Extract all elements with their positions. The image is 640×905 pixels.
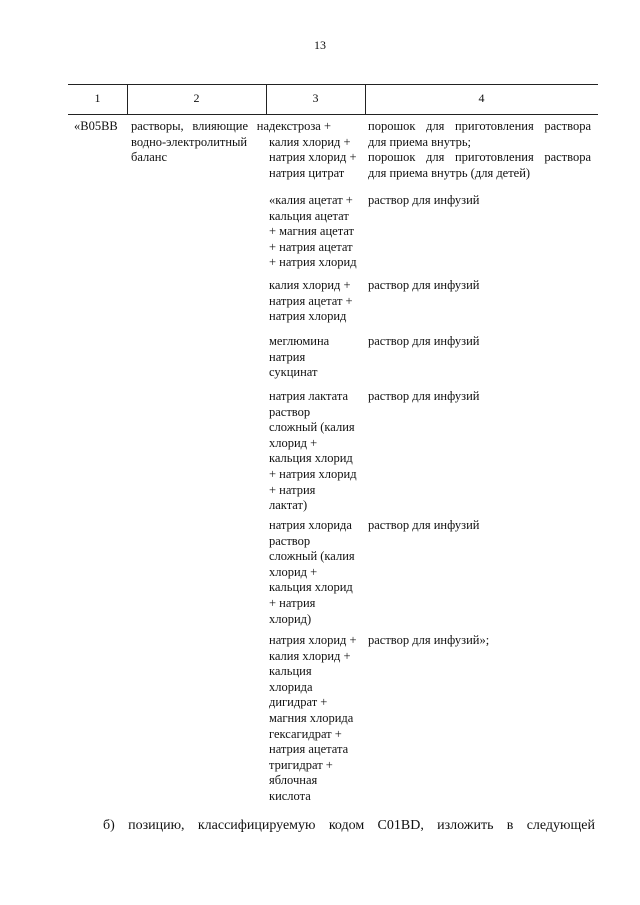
column-header-4: 4 xyxy=(478,91,485,105)
form-line: раствор для инфузий xyxy=(368,518,480,532)
table-header-border xyxy=(68,114,598,115)
column-header-1: 1 xyxy=(94,91,101,105)
substance-line: натрия хлорида xyxy=(269,518,352,532)
substance-line: + натрия хлорид xyxy=(269,255,357,270)
atc-code: «B05BB xyxy=(74,119,118,133)
description-line: баланс xyxy=(131,150,168,165)
substance-line: кислота xyxy=(269,788,311,803)
dosage-form-cell xyxy=(368,389,591,405)
table-top-border xyxy=(68,84,598,85)
substance-cell xyxy=(269,389,367,514)
dosage-form-cell xyxy=(368,193,591,209)
dosage-form-cell xyxy=(368,334,591,350)
substance-line: кальция ацетат xyxy=(269,208,349,223)
substance-line: + натрия ацетат xyxy=(269,239,353,254)
substance-line: дигидрат + xyxy=(269,695,328,710)
substance-line: хлорид + xyxy=(269,564,318,579)
substance-cell xyxy=(269,633,367,805)
column-header-2: 2 xyxy=(193,91,200,105)
form-line: раствор для инфузий xyxy=(368,334,480,348)
description-line: растворы, влияющие на xyxy=(131,119,269,133)
substance-cell xyxy=(269,278,367,325)
form-line: для приема внутрь; xyxy=(368,134,472,149)
page-number: 13 xyxy=(314,38,326,52)
substance-line: гексагидрат + xyxy=(269,726,342,741)
description-line: водно-электролитный xyxy=(131,134,248,149)
form-line: для приема внутрь (для детей) xyxy=(368,165,531,180)
substance-line: калия хлорид + xyxy=(269,134,351,149)
substance-line: натрия ацетата xyxy=(269,742,349,757)
substance-line: магния хлорида xyxy=(269,710,354,725)
substance-line: тригидрат + xyxy=(269,757,333,772)
substance-line: сложный (калия xyxy=(269,549,355,564)
substance-line: хлорид) xyxy=(269,611,312,626)
substance-line: кальция xyxy=(269,664,312,679)
form-line: раствор для инфузий xyxy=(368,193,480,207)
substance-cell xyxy=(269,119,367,181)
group-description xyxy=(131,119,269,166)
substance-line: раствор xyxy=(269,533,311,548)
substance-line: сукцинат xyxy=(269,365,318,380)
substance-line: натрия хлорид + xyxy=(269,150,357,165)
substance-line: калия хлорид + xyxy=(269,648,351,663)
form-line: порошок для приготовления раствора xyxy=(368,119,591,133)
substance-line: калия хлорид + xyxy=(269,278,351,292)
column-header-3: 3 xyxy=(312,91,319,105)
substance-line: лактат) xyxy=(269,498,308,513)
substance-cell xyxy=(269,518,367,627)
form-line: раствор для инфузий xyxy=(368,389,480,403)
substance-line: яблочная xyxy=(269,773,318,788)
substance-cell xyxy=(269,334,367,381)
substance-line: + магния ацетат xyxy=(269,224,355,239)
substance-line: натрия ацетат + xyxy=(269,293,353,308)
substance-cell xyxy=(269,193,367,271)
substance-line: кальция хлорид xyxy=(269,451,353,466)
substance-line: натрия xyxy=(269,349,306,364)
dosage-form-cell xyxy=(368,278,591,294)
substance-line: хлорид + xyxy=(269,435,318,450)
substance-line: декстроза + xyxy=(269,119,331,133)
form-line: раствор для инфузий xyxy=(368,278,480,292)
substance-line: натрия лактата xyxy=(269,389,349,403)
dosage-form-cell xyxy=(368,119,591,181)
dosage-form-cell xyxy=(368,633,591,649)
substance-line: сложный (калия xyxy=(269,420,355,435)
substance-line: + натрия xyxy=(269,482,316,497)
substance-line: кальция хлорид xyxy=(269,580,353,595)
form-line: раствор для инфузий»; xyxy=(368,633,490,647)
substance-line: натрия хлорид + xyxy=(269,633,357,647)
substance-line: + натрия хлорид xyxy=(269,466,357,481)
substance-line: хлорида xyxy=(269,679,313,694)
substance-line: раствор xyxy=(269,404,311,419)
substance-line: + натрия xyxy=(269,595,316,610)
amendment-paragraph-b: б) позицию, классифицируемую кодом C01BD, изложить в следующей xyxy=(103,818,595,833)
substance-line: натрия хлорид xyxy=(269,309,347,324)
dosage-form-cell xyxy=(368,518,591,534)
form-line: порошок для приготовления раствора xyxy=(368,150,591,165)
substance-line: «калия ацетат + xyxy=(269,193,353,207)
substance-line: меглюмина xyxy=(269,334,330,348)
substance-line: натрия цитрат xyxy=(269,165,345,180)
